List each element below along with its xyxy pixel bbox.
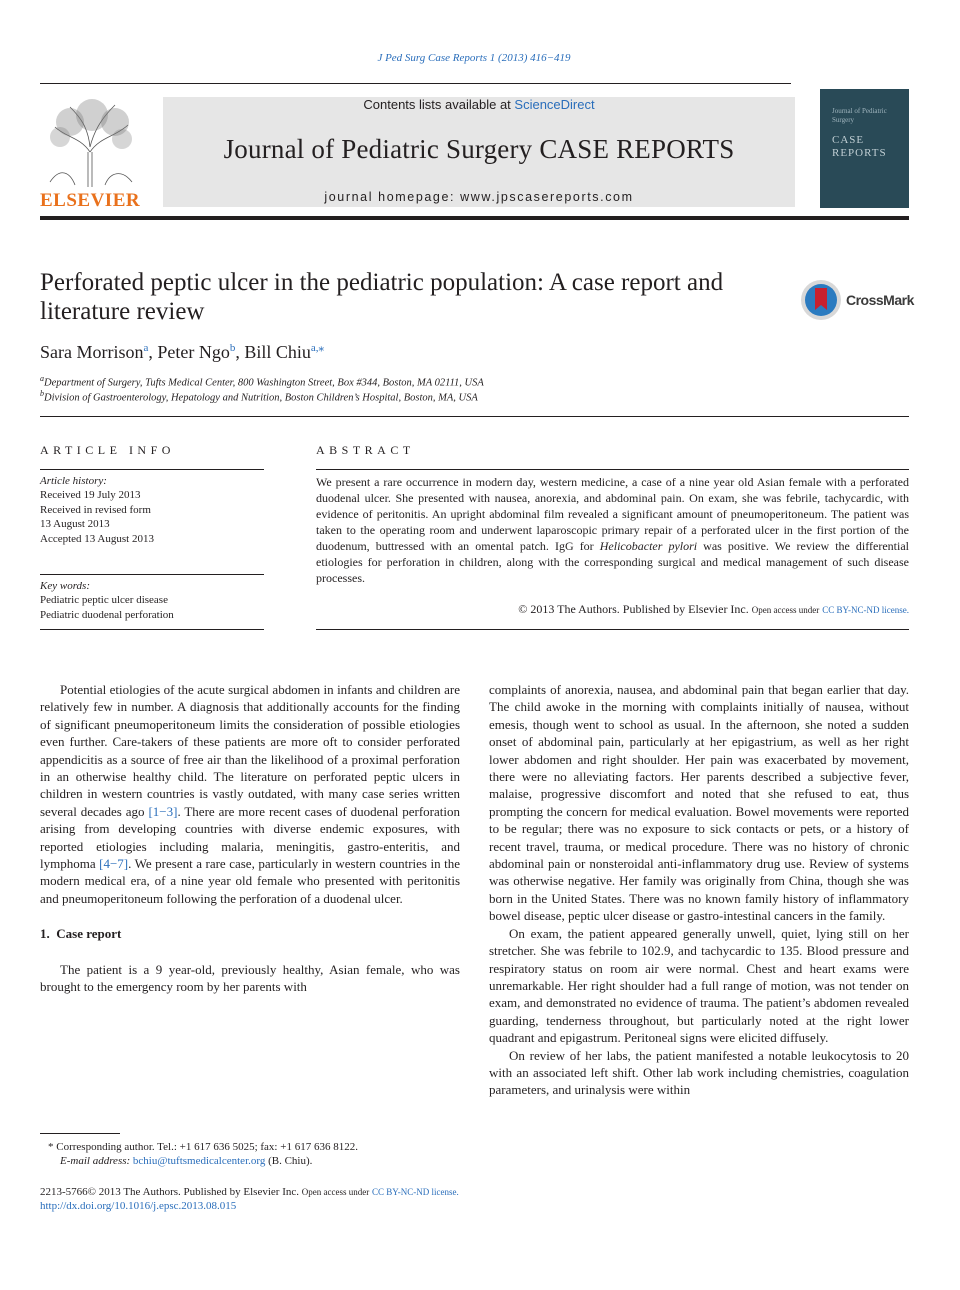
footnote-rule xyxy=(40,1133,120,1134)
reference-link[interactable]: [4−7] xyxy=(99,856,129,872)
cover-case: CASE xyxy=(832,134,865,146)
keywords-bottom-rule xyxy=(40,629,264,630)
author-separator: , xyxy=(148,342,158,362)
email-label: E-mail address: xyxy=(60,1155,131,1167)
abstract-bottom-rule xyxy=(316,629,909,630)
issn-text: 2213-5766© 2013 The Authors. Published by Elsevier Inc. xyxy=(40,1186,299,1198)
keywords xyxy=(40,579,264,622)
crossmark-label[interactable]: CrossMark xyxy=(846,292,914,308)
author-affil-mark[interactable]: b xyxy=(229,342,236,354)
body-text: Potential etiologies of the acute surgical abdomen in infants and children are relatively few in number. A diagnosis that additionally accounts for the finding of significant pneumoperitoneum limits the consideration of possible etiologies even further. Care-takers of these patients are more oft to consider perforated appendicitis as a source of free air than the likelihood of a proximal perforation in an otherwise healthy child. The literature on perforated peptic ulcers in children in western countries is vastly outdated, with many case series written several decades ago xyxy=(40,682,460,819)
title-bottom-rule xyxy=(40,416,909,417)
author-name[interactable]: Sara Morrison xyxy=(40,342,144,362)
affiliation-text: Department of Surgery, Tufts Medical Center, 800 Washington Street, Box #344, Boston, MA 02111, USA xyxy=(44,377,484,389)
body-paragraph: On exam, the patient appeared generally unwell, quiet, lying still on her stretcher. She was febrile to 102.9, and tachycardic to 135. Blood pressure and respiratory status on room air were normal. Chest and heart exams were unremarkable. Her right shoulder had a full range of motion, was not tender on exam, and demonstrated no evidence of trauma. The patient’s abdomen revealed guarding, tenderness throughout, but particularly noted at the right lower quadrant and epigastrum. Peritoneal signs were elicited diffusely. xyxy=(489,925,909,1046)
abstract-text xyxy=(316,474,909,586)
license-link[interactable]: CC BY-NC-ND license. xyxy=(822,605,909,615)
article-info-rule xyxy=(40,469,264,470)
cover-title: Journal of Pediatric Surgery xyxy=(832,107,887,124)
author-name[interactable]: Bill Chiu xyxy=(244,342,311,362)
body-paragraph: On review of her labs, the patient manifested a notable leukocytosis to 20 with an associated left shift. Other lab work including chemistries, coagulation parameters, and urinalysis were within xyxy=(489,1047,909,1098)
case-paragraph: The patient is a 9 year-old, previously healthy, Asian female, who was brought to the emergency room by her parents with xyxy=(40,961,460,995)
history-line: Accepted 13 August 2013 xyxy=(40,532,154,545)
contents-prefix: Contents lists available at xyxy=(363,97,515,112)
copyright-text: © 2013 The Authors. Published by Elsevier Inc. xyxy=(518,602,749,616)
journal-cover-thumbnail xyxy=(820,89,909,208)
sciencedirect-link[interactable]: ScienceDirect xyxy=(514,97,595,112)
author-list xyxy=(40,341,324,363)
reference-link[interactable]: [1−3] xyxy=(148,803,178,819)
journal-title: Journal of Pediatric Surgery CASE REPORTS xyxy=(223,134,735,164)
header-top-rule xyxy=(40,83,791,84)
abstract-part: was positive. We review the differential etiologies for perforation in children, along with the corresponding surgical and medical management of such disease processes. xyxy=(316,539,910,585)
section-heading: 1. Case report xyxy=(40,926,122,942)
keyword: Pediatric duodenal perforation xyxy=(40,608,174,621)
keywords-rule xyxy=(40,574,264,575)
history-line: 13 August 2013 xyxy=(40,518,110,531)
body-text: . There are more recent cases of duodenal perforation arising from developing countries with diverse endemic exposures, with reported etiologies including malaria, meningitis, gastro-enteritis, and lymphoma xyxy=(40,803,460,872)
history-line: Received in revised form xyxy=(40,503,151,516)
open-access-text: Open access under xyxy=(301,1187,370,1197)
affiliation-mark: b xyxy=(40,389,44,398)
history-line: Received 19 July 2013 xyxy=(40,489,141,502)
history-label: Article history: xyxy=(40,475,107,487)
license-link[interactable]: CC BY-NC-ND license. xyxy=(371,1187,459,1197)
affiliation-a xyxy=(40,374,484,389)
body-paragraph: complaints of anorexia, nausea, and abdominal pain that began earlier that day. The child awoke in the morning with complaints initially of nausea, without emesis, though went to school as usual. In the afternoon, she noted a sudden onset of abdominal pain, particularly at her epigastrium, as well as her right lower abdomen and right shoulder. Her pain was exacerbated by movement, there were no alleviating factors. Her parents described a subjective fever, malaise, progressive discomfort and noted that she refused to eat, thus prompting the concern for medical evaluation. Bowel movements were reported to be regular; there was no exposure to sick contacts or pets, or a history of recent travel, trauma, or medical procedure. There was no history of chronic abdominal pain or nonsteroidal anti-inflammatory drug use. Review of systems was otherwise negative. Her family was originally from China, though she was born in the United States. There was no known family history of inflammatory bowel disease, peptic ulcer disease or gastro-intestinal cancers in the family. xyxy=(489,682,909,924)
keywords-label: Key words: xyxy=(40,580,91,592)
intro-paragraph xyxy=(40,681,460,907)
footnote-mark: * xyxy=(48,1141,54,1153)
journal-homepage[interactable]: journal homepage: www.jpscasereports.com xyxy=(324,190,634,204)
footnote-text: Corresponding author. Tel.: +1 617 636 5025; fax: +1 617 636 8122. xyxy=(56,1141,358,1153)
abstract-copyright xyxy=(316,602,909,617)
author-affil-mark[interactable]: a xyxy=(143,342,149,354)
elsevier-tree-logo xyxy=(40,97,140,194)
email-footnote xyxy=(40,1154,312,1168)
issn-line xyxy=(40,1185,459,1199)
crossmark-icon[interactable] xyxy=(800,279,842,326)
author-separator: , xyxy=(235,342,245,362)
email-link[interactable]: bchiu@tuftsmedicalcenter.org xyxy=(132,1155,266,1167)
abstract-rule xyxy=(316,469,909,470)
doi-line xyxy=(40,1199,236,1213)
article-history xyxy=(40,474,264,546)
keyword: Pediatric peptic ulcer disease xyxy=(40,594,168,607)
open-access-text: Open access under xyxy=(751,605,820,615)
contents-line xyxy=(163,97,795,112)
affiliation-text: Division of Gastroenterology, Hepatology and Nutrition, Boston Children’s Hospital, Boston, MA, USA xyxy=(44,392,478,404)
abstract-part: We present a rare occurrence in modern day, western medicine, a case of a nine year old Asian female with a perforated duodenal ulcer. She presented with nausea, anorexia, and abdominal pain. On exam, she was febrile, tachycardic, with evidence of peritonitis. An upright abdominal film revealed a significant amount of pneumoperitoneum. The patient was taken to the operating room and underwent laparoscopic primary repair of a perforated ulcer in the first portion of the duodenum, buttressed with an omental patch. IgG for xyxy=(316,475,909,553)
affiliation-mark: a xyxy=(40,374,44,383)
author-affil-mark[interactable]: a,⁎ xyxy=(310,342,325,354)
email-suffix: (B. Chiu). xyxy=(268,1155,313,1167)
body-right-column xyxy=(489,681,909,1099)
abstract-organism: Helicobacter pylori xyxy=(599,539,698,553)
body-left-column xyxy=(40,681,460,996)
article-title: Perforated peptic ulcer in the pediatric population: A case report and literature review xyxy=(40,269,724,325)
journal-citation[interactable]: J Ped Surg Case Reports 1 (2013) 416−419 xyxy=(377,52,571,64)
cover-reports: REPORTS xyxy=(832,147,887,159)
doi-link[interactable]: http://dx.doi.org/10.1016/j.epsc.2013.08.015 xyxy=(40,1200,237,1212)
header-thick-rule xyxy=(40,216,909,220)
elsevier-wordmark: ELSEVIER xyxy=(40,190,141,211)
body-text: . We present a rare case, particularly in western countries in the modern medical era, of a nine year old female who presented with peritonitis and pneumoperitoneum following the perforation of a duodenal ulcer. xyxy=(40,856,460,906)
article-info-heading: ARTICLE INFO xyxy=(40,443,175,457)
affiliation-b xyxy=(40,389,478,404)
abstract-heading: ABSTRACT xyxy=(316,443,415,457)
author-name[interactable]: Peter Ngo xyxy=(157,342,230,362)
corresponding-footnote xyxy=(40,1140,358,1154)
